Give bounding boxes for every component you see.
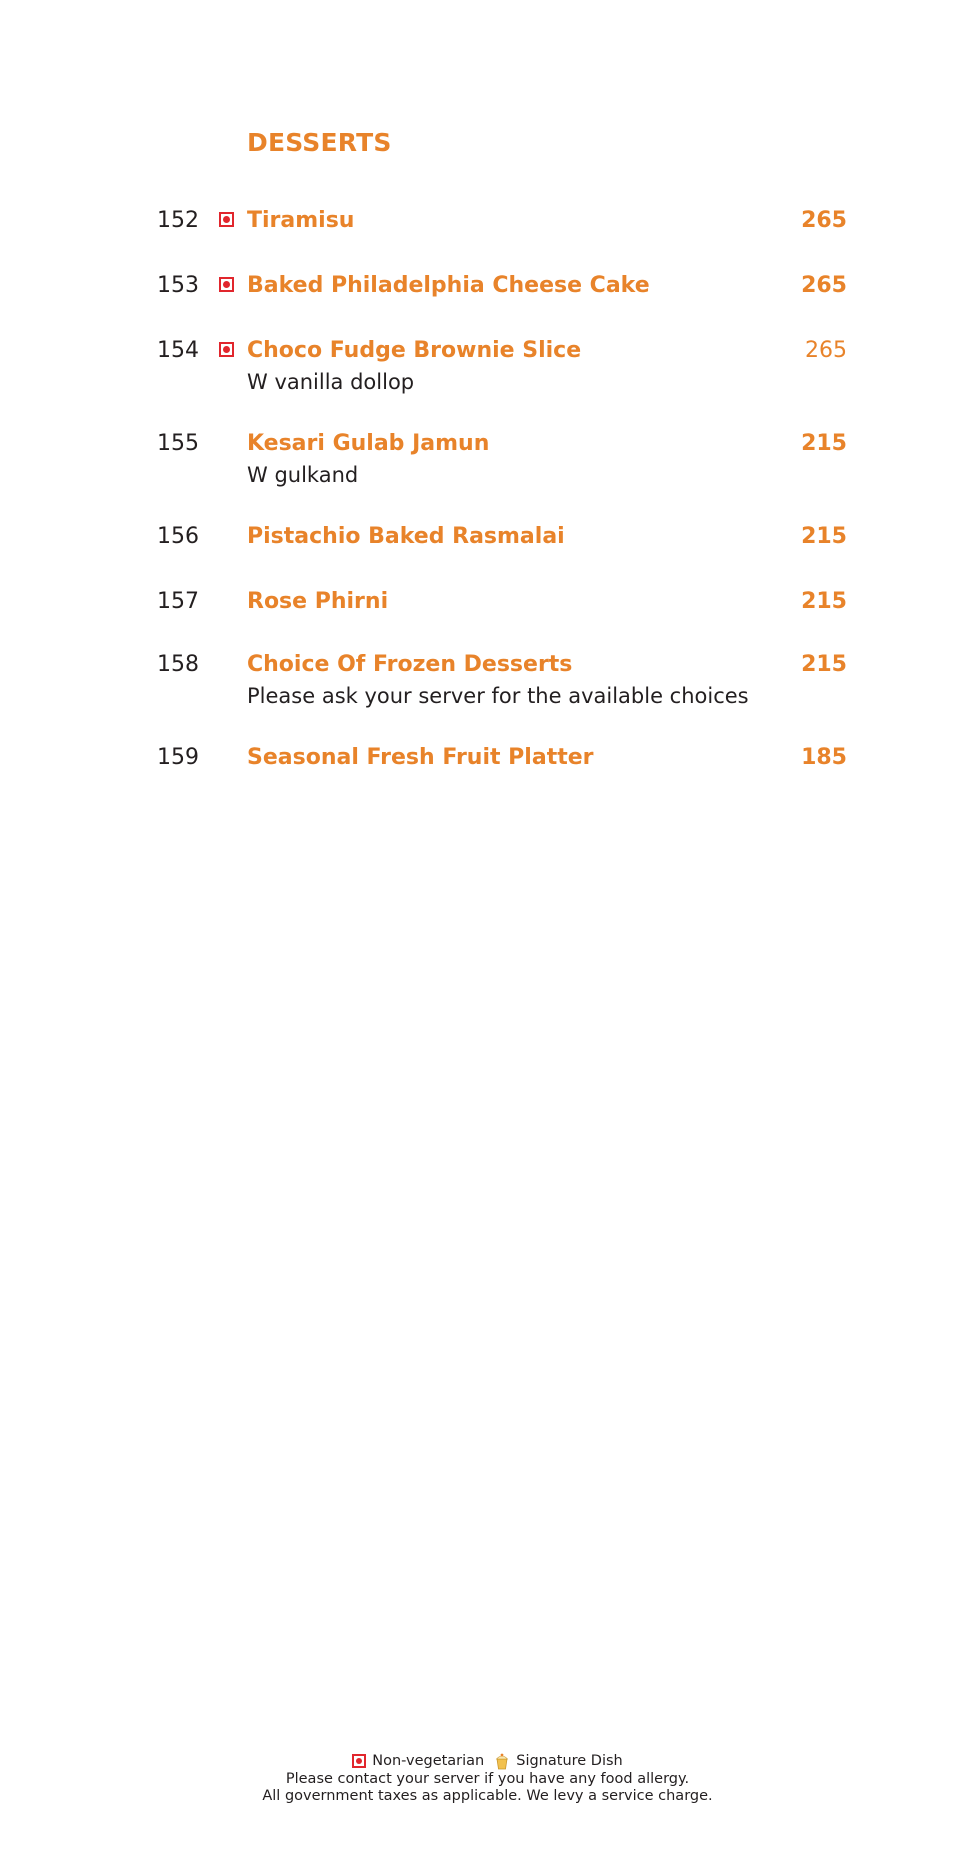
item-number: 157 bbox=[157, 589, 199, 614]
item-name: Choice Of Frozen Desserts bbox=[247, 652, 573, 677]
item-name: Rose Phirni bbox=[247, 589, 389, 614]
item-price: 265 bbox=[801, 208, 847, 233]
non-veg-icon bbox=[219, 277, 234, 292]
item-number: 159 bbox=[157, 745, 199, 770]
item-description: W vanilla dollop bbox=[247, 370, 415, 394]
item-description: W gulkand bbox=[247, 463, 359, 487]
legend-non-veg-label: Non-vegetarian bbox=[372, 1752, 485, 1769]
menu-item bbox=[0, 207, 975, 267]
item-number: 154 bbox=[157, 338, 199, 363]
item-price: 265 bbox=[801, 273, 847, 298]
item-number: 155 bbox=[157, 431, 199, 456]
item-name: Choco Fudge Brownie Slice bbox=[247, 338, 582, 363]
section-title: DESSERTS bbox=[247, 128, 392, 157]
item-price: 185 bbox=[801, 745, 847, 770]
item-price: 215 bbox=[801, 431, 847, 456]
legend-signature-label: Signature Dish bbox=[516, 1752, 623, 1769]
menu-item bbox=[0, 272, 975, 332]
tax-note: All government taxes as applicable. We levy a service charge. bbox=[262, 1788, 713, 1804]
item-name: Pistachio Baked Rasmalai bbox=[247, 524, 565, 549]
item-number: 152 bbox=[157, 208, 199, 233]
item-price: 215 bbox=[801, 652, 847, 677]
non-veg-icon bbox=[219, 342, 234, 357]
item-price: 265 bbox=[805, 338, 847, 363]
legend bbox=[0, 1752, 975, 1770]
menu-item bbox=[0, 523, 975, 583]
item-number: 158 bbox=[157, 652, 199, 677]
menu-item bbox=[0, 744, 975, 804]
non-veg-icon bbox=[352, 1754, 366, 1768]
item-price: 215 bbox=[801, 524, 847, 549]
item-name: Seasonal Fresh Fruit Platter bbox=[247, 745, 594, 770]
item-price: 215 bbox=[801, 589, 847, 614]
menu-item bbox=[0, 337, 975, 397]
signature-dish-icon bbox=[494, 1752, 510, 1770]
item-description: Please ask your server for the available choices bbox=[247, 684, 749, 708]
item-name: Baked Philadelphia Cheese Cake bbox=[247, 273, 650, 298]
item-number: 156 bbox=[157, 524, 199, 549]
menu-item bbox=[0, 588, 975, 648]
non-veg-icon bbox=[219, 212, 234, 227]
item-number: 153 bbox=[157, 273, 199, 298]
item-name: Kesari Gulab Jamun bbox=[247, 431, 490, 456]
menu-item bbox=[0, 651, 975, 711]
menu-item bbox=[0, 430, 975, 490]
item-name: Tiramisu bbox=[247, 208, 355, 233]
footer bbox=[0, 1752, 975, 1805]
allergy-note: Please contact your server if you have any food allergy. bbox=[285, 1771, 690, 1787]
